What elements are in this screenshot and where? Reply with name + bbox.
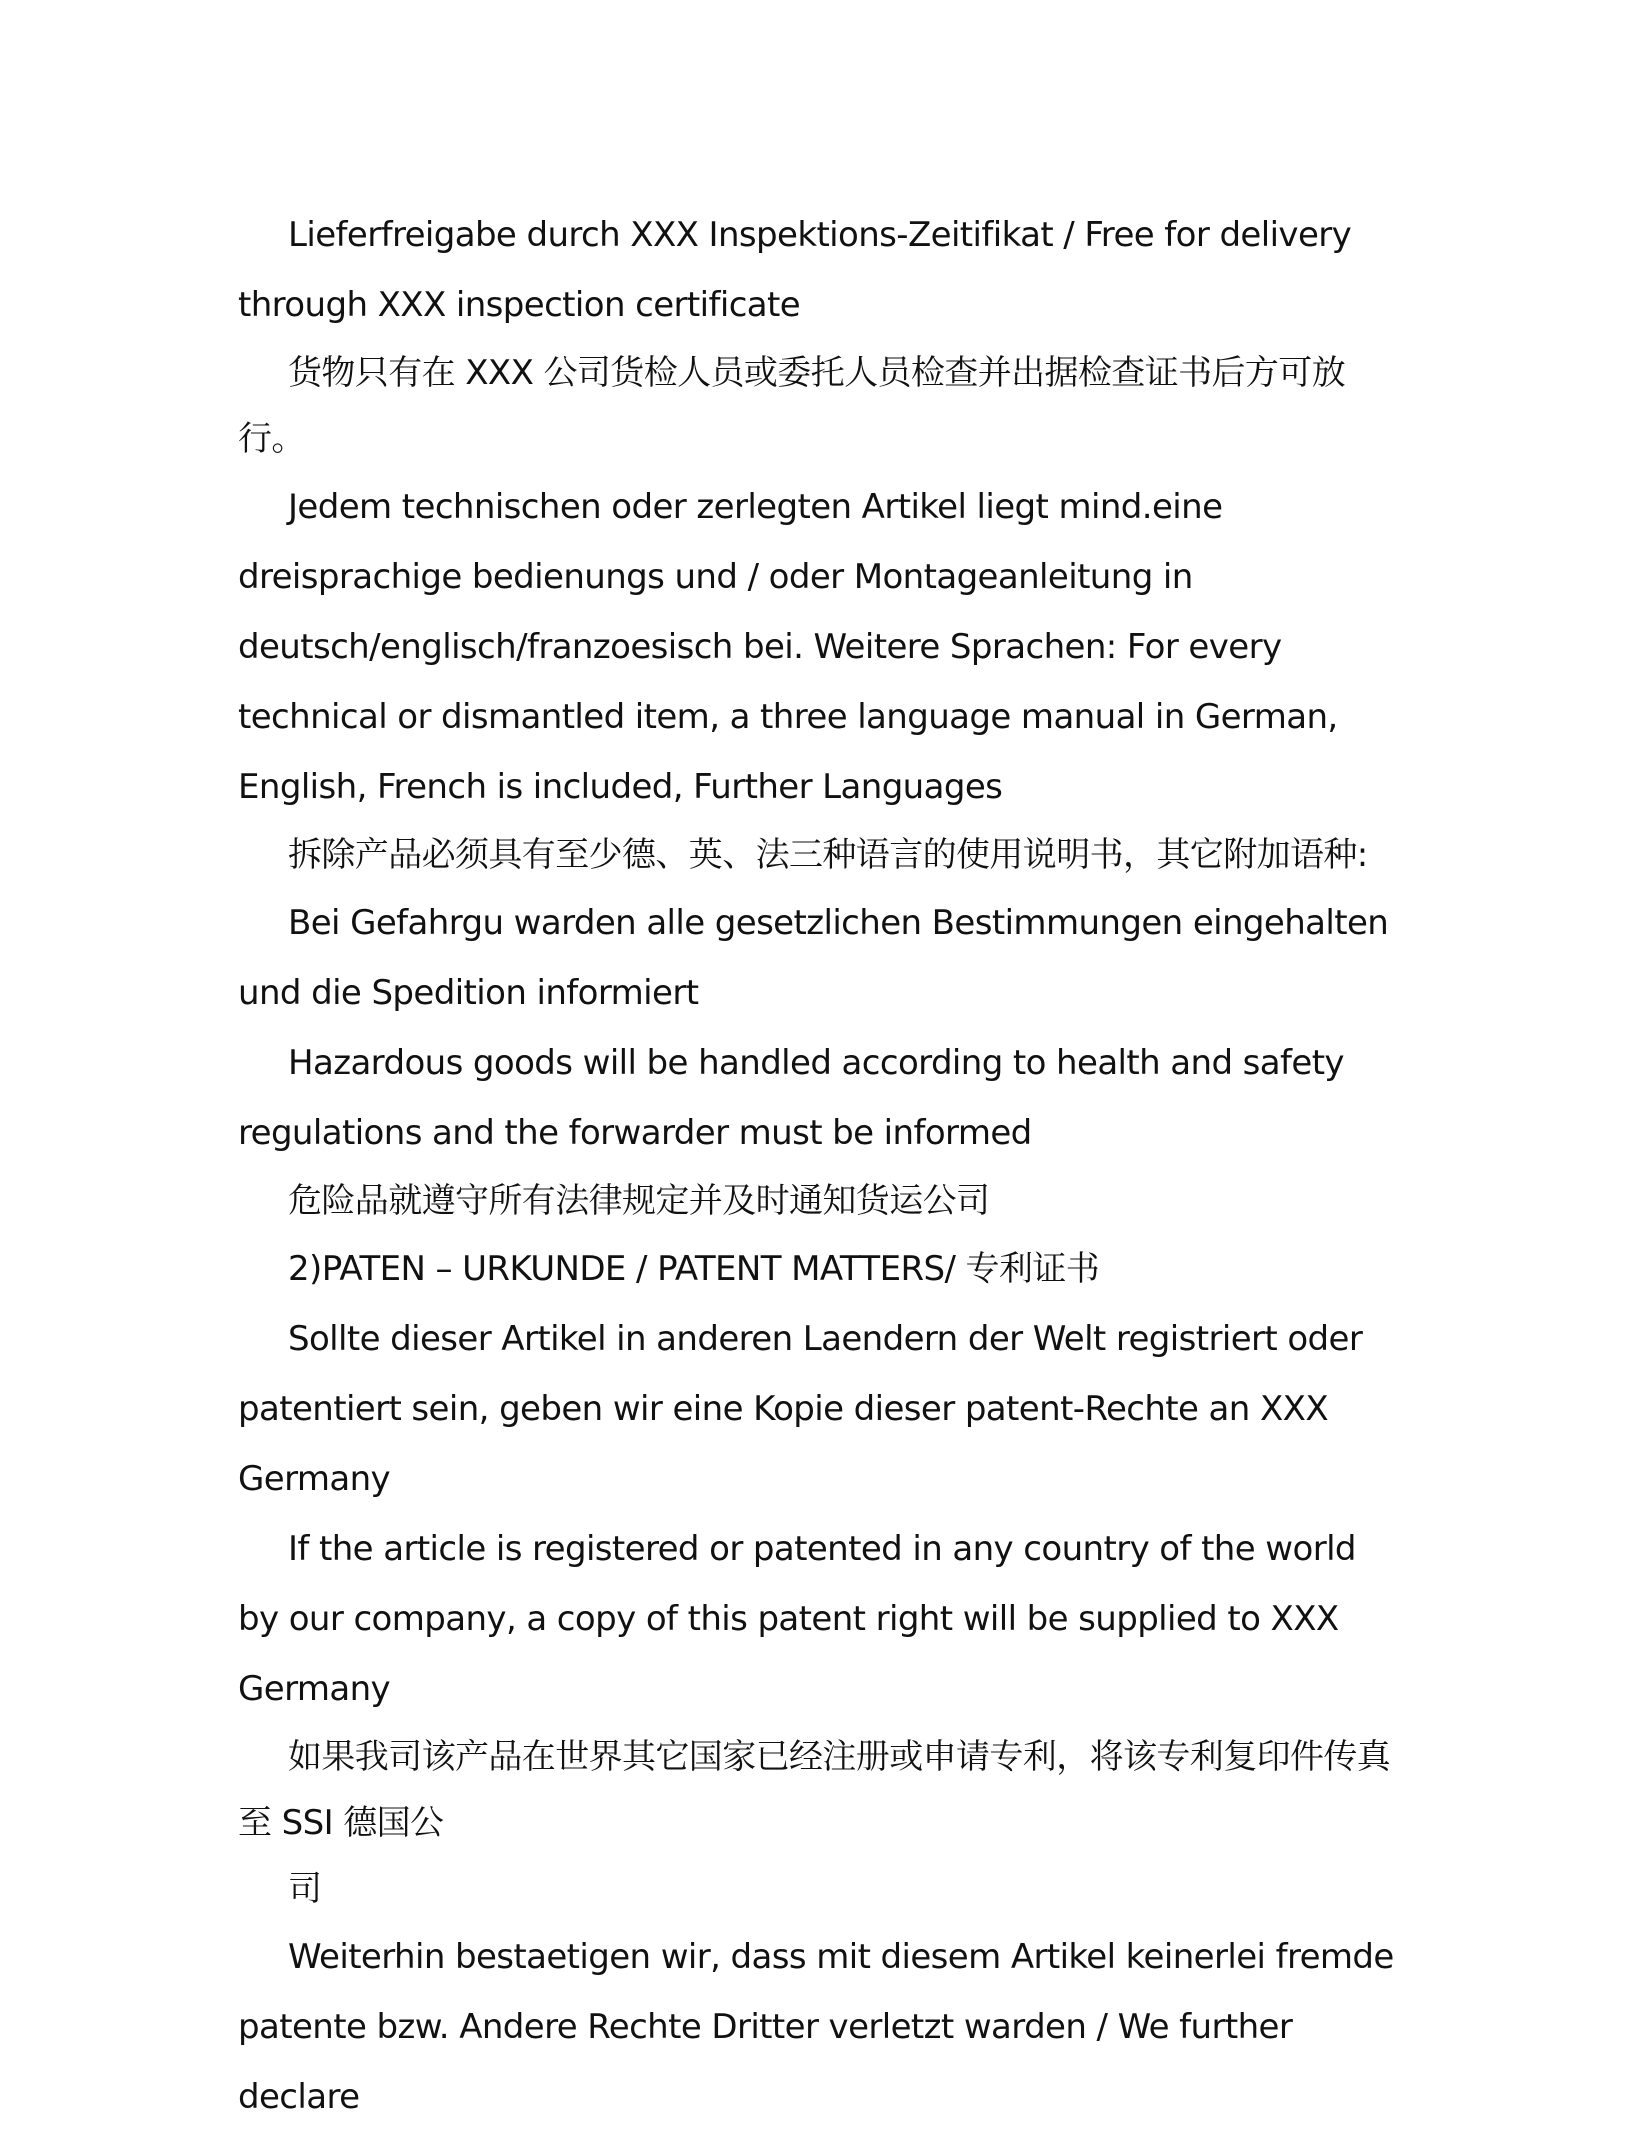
paragraph-patent-de: Sollte dieser Artikel in anderen Laendern der Welt registriert oder patentiert sein, geben wir eine Kopie dieser patent-Rechte an XXX Germany bbox=[238, 1319, 1363, 1499]
paragraph-hazardous-de: Bei Gefahrgu warden alle gesetzlichen Bestimmungen eingehalten und die Spedition informiert bbox=[238, 903, 1389, 1013]
paragraph-patent-cn: 如果我司该产品在世界其它国家已经注册或申请专利，将该专利复印件传真至 SSI 德国公 bbox=[238, 1737, 1391, 1843]
section-heading-patent: 2)PATEN – URKUNDE / PATENT MATTERS/ 专利证书 bbox=[288, 1249, 1100, 1289]
paragraph-hazardous-cn: 危险品就遵守所有法律规定并及时通知货运公司 bbox=[288, 1181, 990, 1221]
paragraph-manual-languages: Jedem technischen oder zerlegten Artikel liegt mind.eine dreisprachige bedienungs und / oder Montageanleitung in deutsch/englisch/franzoesisch bei. Weitere Sprachen: For every technical or dismantled item, a three language manual in German, English, French is included, Further Languages bbox=[238, 487, 1338, 807]
paragraph-patent-cn-continued: 司 bbox=[288, 1869, 322, 1909]
paragraph-delivery-release: Lieferfreigabe durch XXX Inspektions-Zeitifikat / Free for delivery through XXX inspection certificate bbox=[238, 215, 1352, 325]
paragraph-manual-languages-cn: 拆除产品必须具有至少德、英、法三种语言的使用说明书，其它附加语种: bbox=[288, 835, 1368, 875]
paragraph-third-party-rights: Weiterhin bestaetigen wir, dass mit diesem Artikel keinerlei fremde patente bzw. Andere Rechte Dritter verletzt warden / We further declare bbox=[238, 1937, 1394, 2117]
paragraph-patent-en: If the article is registered or patented in any country of the world by our company, a copy of this patent right will be supplied to XXX Germany bbox=[238, 1529, 1356, 1709]
paragraph-hazardous-en: Hazardous goods will be handled according to health and safety regulations and the forwarder must be informed bbox=[238, 1043, 1344, 1153]
paragraph-delivery-release-cn: 货物只有在 XXX 公司货检人员或委托人员检查并出据检查证书后方可放行。 bbox=[238, 353, 1346, 459]
document-body bbox=[238, 200, 1398, 2132]
